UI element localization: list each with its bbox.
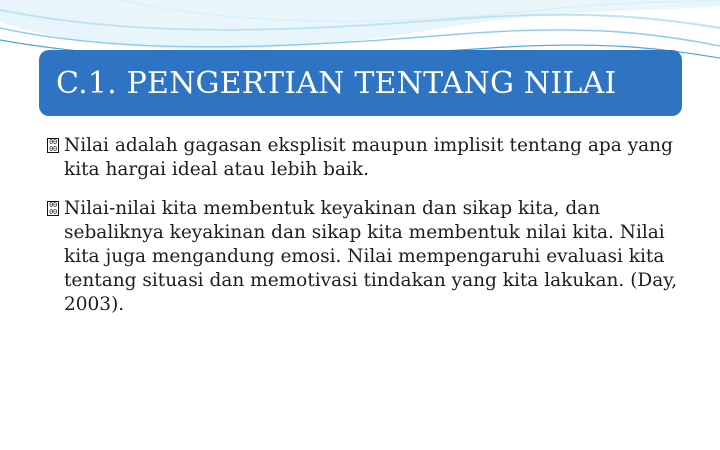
slide-title: C.1. PENGERTIAN TENTANG NILAI [56,65,617,101]
missing-glyph-bullet-icon: 00 00 [47,138,59,153]
bullet-item [47,197,697,317]
missing-glyph-bullet-icon: 00 00 [47,201,59,216]
bullet-text: Nilai-nilai kita membentuk keyakinan dan sikap kita, dan sebaliknya keyakinan dan sikap kita membentuk nilai kita. Nilai kita juga mengandung emosi. Nilai mempengaruhi evaluasi kita tentang situasi dan memotivasi tindakan yang kita lakukan. (Day, 2003). [64,198,678,315]
title-bar [39,50,682,116]
bullet-text: Nilai adalah gagasan eksplisit maupun implisit tentang apa yang kita hargai ideal atau lebih baik. [64,135,673,180]
slide-body [47,134,697,332]
bullet-item [47,134,697,182]
